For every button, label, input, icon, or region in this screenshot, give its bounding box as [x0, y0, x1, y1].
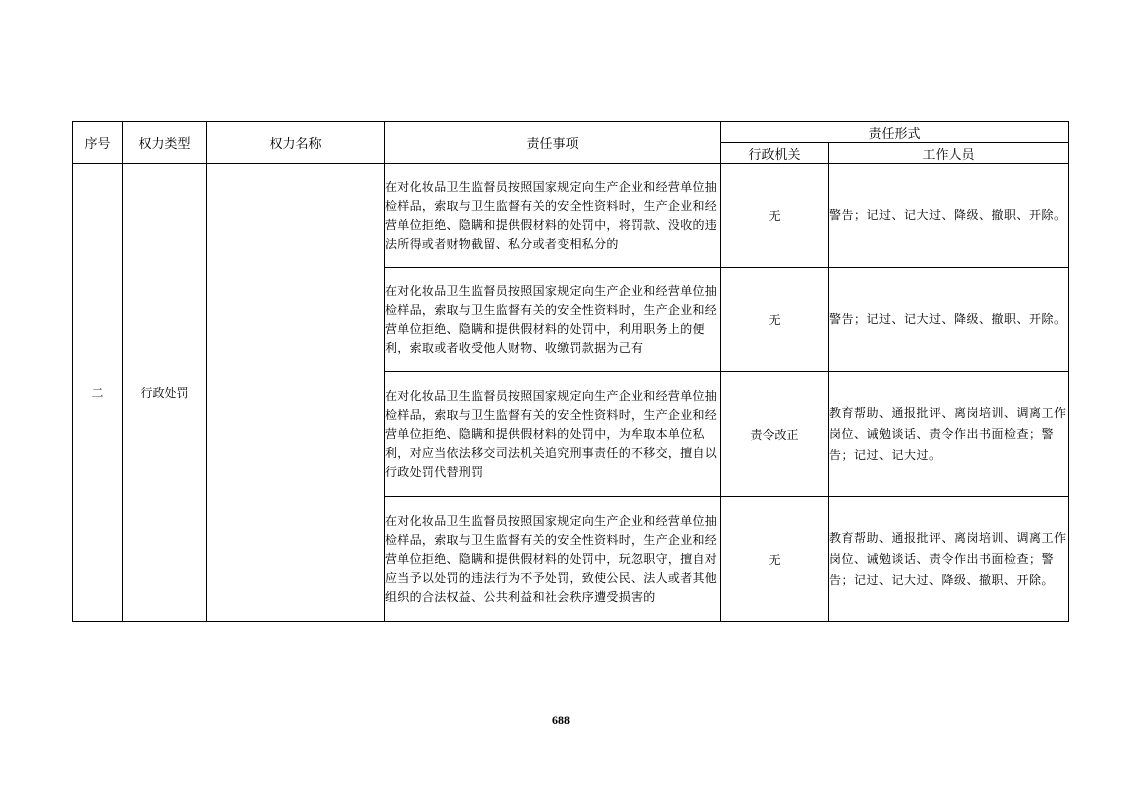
duty-item-cell: 在对化妆品卫生监督员按照国家规定向生产企业和经营单位抽检样品，索取与卫生监督有关的安全性资料时，生产企业和经营单位拒绝、隐瞒和提供假材料的处罚中，为牟取本单位私利，对应当依法移交司法机关追究刑事责任的不移交，擅自以行政处罚代替刑罚: [385, 372, 721, 497]
admin-organ-cell: 无: [721, 164, 829, 268]
header-duty-items: 责任事项: [385, 122, 721, 164]
table-row: [73, 164, 1069, 268]
page-number: 688: [552, 713, 570, 727]
header-power-name: 权力名称: [207, 122, 385, 164]
power-name-cell: [207, 164, 385, 622]
duty-item-cell: 在对化妆品卫生监督员按照国家规定向生产企业和经营单位抽检样品，索取与卫生监督有关的安全性资料时，生产企业和经营单位拒绝、隐瞒和提供假材料的处罚中，将罚款、没收的违法所得或者财物截留、私分或者变相私分的: [385, 164, 721, 268]
responsibility-table: [72, 121, 1069, 622]
staff-cell: 教育帮助、通报批评、离岗培训、调离工作岗位、诫勉谈话、责令作出书面检查；警告；记过、记大过、降级、撤职、开除。: [829, 497, 1069, 622]
header-power-type: 权力类型: [123, 122, 207, 164]
header-seq: 序号: [73, 122, 123, 164]
header-duty-form: 责任形式: [721, 122, 1069, 143]
admin-organ-cell: 无: [721, 497, 829, 622]
staff-cell: 警告；记过、记大过、降级、撤职、开除。: [829, 164, 1069, 268]
staff-cell: 教育帮助、通报批评、离岗培训、调离工作岗位、诫勉谈话、责令作出书面检查；警告；记过、记大过。: [829, 372, 1069, 497]
duty-item-cell: 在对化妆品卫生监督员按照国家规定向生产企业和经营单位抽检样品，索取与卫生监督有关的安全性资料时，生产企业和经营单位拒绝、隐瞒和提供假材料的处罚中，利用职务上的便利，索取或者收受他人财物、收缴罚款据为己有: [385, 268, 721, 372]
staff-cell: 警告；记过、记大过、降级、撤职、开除。: [829, 268, 1069, 372]
seq-cell: 二: [73, 164, 123, 622]
header-admin-organ: 行政机关: [721, 143, 829, 164]
duty-item-cell: 在对化妆品卫生监督员按照国家规定向生产企业和经营单位抽检样品，索取与卫生监督有关的安全性资料时，生产企业和经营单位拒绝、隐瞒和提供假材料的处罚中，玩忽职守，擅自对应当予以处罚的违法行为不予处罚，致使公民、法人或者其他组织的合法权益、公共利益和社会秩序遭受损害的: [385, 497, 721, 622]
power-type-cell: 行政处罚: [123, 164, 207, 622]
admin-organ-cell: 责令改正: [721, 372, 829, 497]
admin-organ-cell: 无: [721, 268, 829, 372]
header-staff: 工作人员: [829, 143, 1069, 164]
